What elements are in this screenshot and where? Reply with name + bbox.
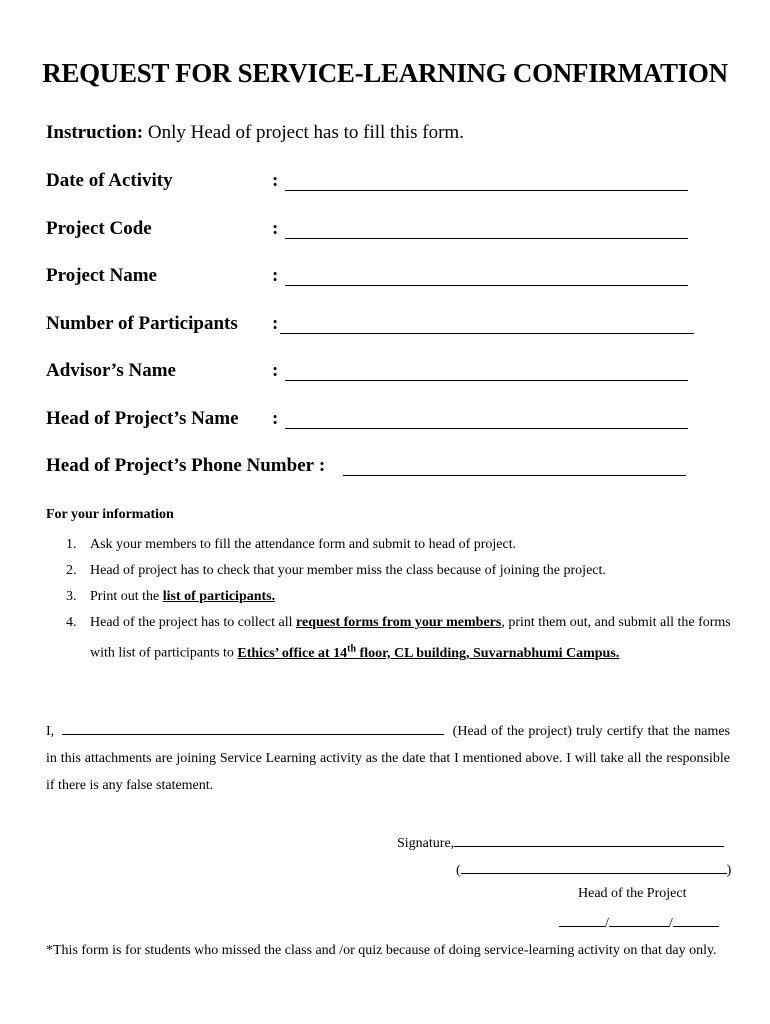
list-text: Ask your members to fill the attendance form and submit to head of project. [90, 537, 517, 552]
list-item [66, 610, 736, 667]
field-colon: : [272, 360, 279, 381]
instruction-label: Instruction: [46, 122, 144, 143]
info-list [66, 532, 736, 667]
certifier-name-line[interactable] [62, 720, 444, 735]
date-of-activity-line[interactable] [285, 190, 688, 191]
signature-label: Signature, [397, 836, 455, 851]
info-heading: For your information [46, 507, 174, 522]
signature-line[interactable] [454, 832, 724, 847]
number-of-participants-line[interactable] [280, 333, 694, 334]
signature-role: Head of the Project [578, 886, 687, 901]
ordinal-suffix: th [347, 643, 357, 654]
field-label: Head of Project’s Name [46, 408, 239, 429]
ethics-office-location [237, 643, 620, 661]
field-colon: : [272, 265, 279, 286]
printed-name-row [456, 859, 731, 879]
field-label: Head of Project’s Phone Number [46, 455, 315, 476]
field-label: Date of Activity [46, 170, 173, 191]
instruction [46, 122, 464, 144]
footnote: *This form is for students who missed the class and /or quiz because of doing service-learning activity on that day only. [46, 943, 717, 958]
list-text: , print them out, and submit all the forms with list of participants to [90, 615, 731, 661]
cert-text: (Head of the project) truly certify that the names in this attachments are joining Service Learning activity as the date that I mentioned above. I will take all the responsible if there is any false statement. [46, 724, 730, 793]
printed-name-line[interactable] [461, 859, 727, 874]
field-label: Project Name [46, 265, 157, 286]
head-phone-line[interactable] [343, 475, 686, 476]
project-code-line[interactable] [285, 238, 688, 239]
date-row [559, 912, 719, 932]
field-date-of-activity [46, 170, 279, 192]
date-slash: / [605, 916, 609, 931]
project-name-line[interactable] [285, 285, 688, 286]
request-forms-link: request forms from your members [296, 615, 502, 630]
field-head-phone [46, 455, 325, 477]
field-project-code [46, 218, 279, 240]
field-colon: : [272, 408, 279, 429]
location-text: Ethics’ office at 14 [237, 645, 348, 661]
date-year-line[interactable] [673, 912, 719, 927]
field-project-name [46, 265, 279, 287]
date-month-line[interactable] [609, 912, 669, 927]
field-label: Number of Participants [46, 313, 238, 334]
location-text: floor, CL building, Suvarnabhumi Campus. [356, 645, 620, 661]
list-number: 2. [66, 563, 77, 578]
list-number: 1. [66, 537, 77, 552]
cert-prefix: I, [46, 724, 55, 739]
list-text: Print out the [90, 589, 163, 604]
signature-row [397, 832, 724, 852]
instruction-text: Only Head of project has to fill this form. [143, 122, 464, 143]
field-advisors-name [46, 360, 279, 382]
close-paren: ) [726, 863, 732, 878]
form-title: REQUEST FOR SERVICE-LEARNING CONFIRMATION [42, 58, 728, 88]
date-day-line[interactable] [559, 912, 605, 927]
list-text: Head of project has to check that your member miss the class because of joining the project. [90, 563, 606, 578]
advisors-name-line[interactable] [285, 380, 688, 381]
list-item [66, 558, 736, 584]
date-slash: / [668, 916, 673, 931]
field-head-name [46, 408, 279, 430]
list-text: Head of the project has to collect all [90, 615, 297, 630]
field-label: Advisor’s Name [46, 360, 176, 381]
field-colon: : [272, 218, 279, 239]
list-item [66, 584, 736, 610]
list-number: 3. [66, 589, 77, 604]
field-number-of-participants [46, 313, 279, 335]
open-paren: ( [456, 863, 461, 878]
head-name-line[interactable] [285, 428, 688, 429]
field-colon: : [318, 455, 326, 476]
certification-statement [46, 718, 730, 799]
list-item [66, 532, 736, 558]
field-colon: : [272, 313, 279, 334]
list-number: 4. [66, 615, 77, 630]
participants-list-link: list of participants. [162, 589, 276, 604]
field-label: Project Code [46, 218, 152, 239]
field-colon: : [272, 170, 279, 191]
